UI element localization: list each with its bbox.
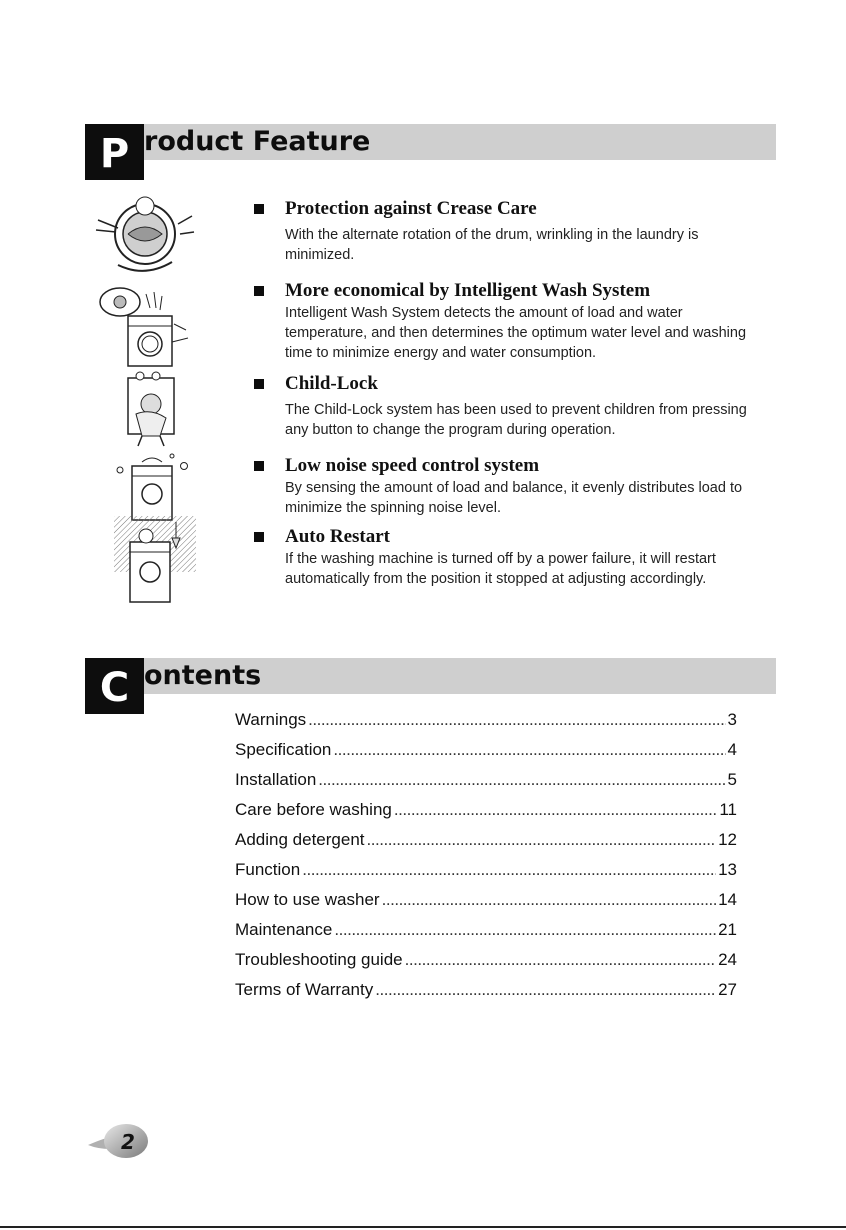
auto-restart-illustration-icon: [110, 514, 200, 606]
toc-entry-installation[interactable]: [235, 768, 737, 792]
toc-leader-dots: [405, 948, 716, 972]
feature-description: If the washing machine is turned off by a power failure, it will restart automatically from the position it stopped at adjusting accordingly.: [285, 551, 716, 587]
toc-page-number: 5: [727, 770, 737, 789]
feature-title: Auto Restart: [285, 526, 391, 547]
feature-item: [254, 279, 764, 363]
toc-label: How to use washer: [235, 890, 380, 909]
crease-care-illustration-icon: [88, 190, 198, 275]
feature-description: By sensing the amount of load and balance, it evenly distributes load to minimize the spinning noise level.: [285, 480, 743, 516]
toc-page-number: 12: [718, 830, 737, 849]
page-number-badge: [88, 1117, 152, 1163]
feature-description: With the alternate rotation of the drum, wrinkling in the laundry is minimized.: [285, 227, 699, 263]
toc-leader-dots: [382, 888, 717, 912]
toc-leader-dots: [375, 978, 716, 1002]
toc-page-number: 13: [718, 860, 737, 879]
toc-page-number: 3: [727, 710, 737, 729]
product-feature-title: roduct Feature: [144, 126, 371, 157]
toc-leader-dots: [302, 858, 716, 882]
toc-page-number: 4: [727, 740, 737, 759]
contents-initial: C: [85, 658, 144, 714]
bullet-square-icon: [254, 379, 264, 389]
feature-item: [254, 372, 764, 440]
feature-item: [254, 454, 764, 518]
feature-title: Child-Lock: [285, 373, 378, 394]
bullet-square-icon: [254, 286, 264, 296]
toc-label: Function: [235, 860, 301, 879]
toc-leader-dots: [318, 768, 725, 792]
toc-label: Installation: [235, 770, 317, 789]
toc-label: Warnings: [235, 710, 307, 729]
toc-entry-troubleshooting-guide[interactable]: [235, 948, 737, 972]
bullet-square-icon: [254, 204, 264, 214]
toc-leader-dots: [308, 708, 725, 732]
intelligent-wash-illustration-icon: [96, 282, 196, 374]
feature-item: [254, 525, 774, 589]
toc-leader-dots: [334, 918, 716, 942]
toc-entry-how-to-use-washer[interactable]: [235, 888, 737, 912]
toc-label: Care before washing: [235, 800, 392, 819]
toc-entry-terms-of-warranty[interactable]: [235, 978, 737, 1002]
toc-entry-function[interactable]: [235, 858, 737, 882]
toc-leader-dots: [367, 828, 717, 852]
toc-page-number: 24: [718, 950, 737, 969]
product-feature-initial: P: [85, 124, 144, 180]
feature-description: The Child-Lock system has been used to prevent children from pressing any button to change the program during operation.: [285, 402, 747, 438]
toc-page-number: 21: [718, 920, 737, 939]
feature-title: More economical by Intelligent Wash System: [285, 280, 651, 301]
bullet-square-icon: [254, 532, 264, 542]
feature-description: Intelligent Wash System detects the amount of load and water temperature, and then determines the optimum water level and washing time to minimize energy and water consumption.: [285, 305, 747, 361]
contents-title: ontents: [144, 660, 262, 691]
toc-label: Maintenance: [235, 920, 333, 939]
toc-label: Troubleshooting guide: [235, 950, 403, 969]
toc-entry-care-before-washing[interactable]: [235, 798, 737, 822]
feature-item: [254, 197, 764, 265]
toc-page-number: 14: [718, 890, 737, 909]
toc-page-number: 11: [719, 800, 737, 819]
toc-entry-specification[interactable]: [235, 738, 737, 762]
toc-leader-dots: [394, 798, 717, 822]
page-number: 2: [121, 1130, 135, 1154]
toc-page-number: 27: [718, 980, 737, 999]
toc-entry-maintenance[interactable]: [235, 918, 737, 942]
feature-title: Protection against Crease Care: [285, 198, 537, 219]
toc-entry-warnings[interactable]: [235, 708, 737, 732]
toc-leader-dots: [333, 738, 725, 762]
feature-title: Low noise speed control system: [285, 455, 540, 476]
toc-label: Terms of Warranty: [235, 980, 374, 999]
toc-entry-adding-detergent[interactable]: [235, 828, 737, 852]
child-lock-illustration-icon: [118, 370, 188, 448]
bullet-square-icon: [254, 461, 264, 471]
page-bottom-rule: [0, 1226, 846, 1228]
toc-label: Specification: [235, 740, 332, 759]
toc-label: Adding detergent: [235, 830, 365, 849]
